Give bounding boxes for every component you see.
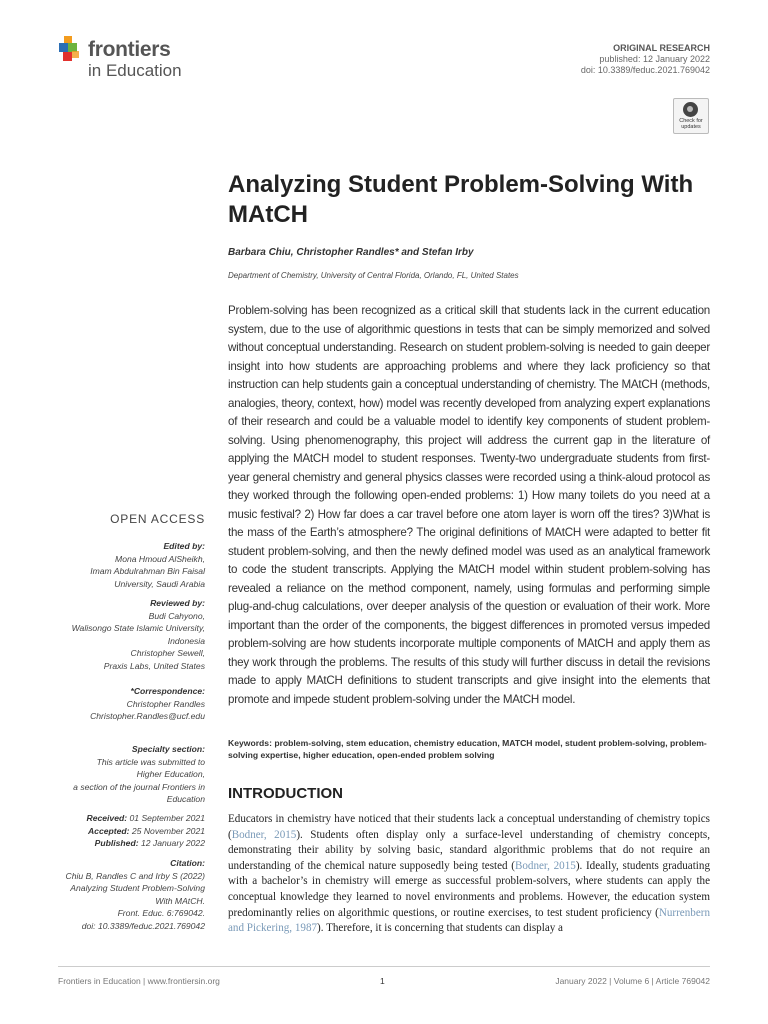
page-number: 1 — [380, 976, 385, 986]
article-type: ORIGINAL RESEARCH — [613, 43, 710, 53]
citation-text: Front. Educ. 6:769042. — [117, 908, 205, 918]
specialty-text: Education — [166, 794, 205, 804]
published-value: 12 January 2022 — [140, 838, 205, 848]
accepted-value: 25 November 2021 — [131, 825, 205, 836]
keywords — [228, 737, 710, 761]
published-date: published: 12 January 2022 — [599, 54, 710, 64]
specialty-text: This article was submitted to — [96, 756, 205, 767]
received-date — [50, 812, 205, 825]
journal-logo-name: frontiers — [88, 38, 171, 61]
check-updates-label: Check for updates — [679, 118, 703, 130]
reviewer-name: Christopher Sewell, — [130, 648, 205, 658]
citation-block — [50, 857, 205, 932]
correspondence-block — [50, 685, 205, 723]
received-value: 01 September 2021 — [129, 813, 205, 823]
frontiers-logo-icon — [58, 33, 88, 83]
citation-doi[interactable]: doi: 10.3389/feduc.2021.769042 — [81, 920, 205, 931]
introduction-paragraph — [228, 812, 710, 937]
reviewer-affiliation: Walisongo State Islamic University, — [71, 623, 205, 633]
article-title: Analyzing Student Problem-Solving With MAtCH — [228, 171, 694, 228]
doi[interactable]: doi: 10.3389/feduc.2021.769042 — [580, 65, 710, 75]
specialty-text: Higher Education, — [136, 769, 205, 779]
affiliation: Department of Chemistry, University of Central Florida, Orlando, FL, United States — [228, 271, 519, 280]
intro-text-3: ). Ideally, students graduating with a bachelor’s in chemistry will emerge as successful problem-solvers, where students can apply the conceptual knowledge they learned to novel environments and problems. However, the education system predominantly relies on algorithmic questions, or routine exercises, to test student proficiency ( — [228, 859, 710, 919]
specialty-text: a section of the journal Frontiers in — [73, 781, 205, 792]
editor-affiliation: University, Saudi Arabia — [114, 578, 205, 589]
citation-text: With MAtCH. — [155, 895, 205, 906]
edited-by-block — [50, 540, 205, 590]
reviewer-affiliation: Praxis Labs, United States — [103, 660, 205, 671]
footer-issue-info: January 2022 | Volume 6 | Article 769042 — [555, 976, 710, 986]
citation-text: Chiu B, Randles C and Irby S (2022) — [65, 870, 205, 881]
correspondence-label: *Correspondence: — [130, 686, 205, 696]
published-label: Published: — [94, 838, 139, 848]
intro-text-2: ). Students often display only a surface-level understanding of chemistry concepts, demonstrating their ability by solving basic, standard algorithmic problems that do not require an understanding of the chemical nature supposedly being tested ( — [228, 828, 710, 872]
bookmark-icon — [683, 102, 698, 117]
published-date-side — [50, 837, 205, 850]
accepted-date — [50, 825, 205, 838]
footer-journal-link[interactable]: Frontiers in Education | www.frontiersin.org — [58, 976, 220, 986]
accepted-label: Accepted: — [87, 825, 130, 836]
open-access-label: OPEN ACCESS — [110, 512, 205, 526]
reviewer-name: Budi Cahyono, — [148, 610, 205, 621]
keywords-list: problem-solving, stem education, chemistry education, MATCH model, student problem-solving, problem-solving expertise, higher education, open-ended problem solving — [228, 738, 707, 760]
check-for-updates-button[interactable] — [673, 98, 709, 134]
intro-text-1: Educators in chemistry have noticed that their students lack a conceptual understanding of chemistry topics ( — [228, 813, 710, 841]
citation-link[interactable]: Bodner, 2015 — [231, 828, 297, 841]
article-meta — [581, 43, 710, 76]
correspondence-email[interactable]: Christopher.Randles@ucf.edu — [90, 711, 205, 721]
reviewed-by-block — [50, 597, 205, 672]
received-label: Received: — [86, 813, 128, 823]
authors[interactable]: Barbara Chiu, Christopher Randles* and Stefan Irby — [228, 247, 474, 258]
specialty-section-block — [50, 743, 205, 806]
editor-name: Mona Hmoud AlSheikh, — [115, 553, 205, 564]
citation-label: Citation: — [170, 858, 205, 868]
reviewer-affiliation: Indonesia — [167, 635, 205, 646]
editor-affiliation: Imam Abdulrahman Bin Faisal — [90, 566, 205, 576]
correspondence-name: Christopher Randles — [126, 698, 205, 709]
abstract: Problem-solving has been recognized as a critical skill that students lack in the current education system, due to the use of algorithmic questions in tests that can be simply memorized and solved without conceptual understanding. Research on student problem-solving is needed to gain deeper insight into how students are approaching problems and where they lack proficiency so that instruction can help students gain a conceptual understanding of chemistry. The MAtCH (methods, analogies, theory, context, how) model was recently developed from analyzing expert explanations of their research and could be a valuable model to identify key components of student problem-solving. Using phenomenography, this project will address the current gap in the literature of applying the MAtCH model to student responses. Twenty-two undergraduate students from first-year general chemistry and general physics classes were recorded using a think-aloud protocol as they worked through the following open-ended problems: 1) How many toilets do you need at a music festival? 2) How far does a car travel before one atom layer is worn off the tires? 3)What is the mass of the Earth’s atmosphere? The original definitions of MAtCH were adapted to better fit student problem-solving, and then the newly defined model was used as an analytical framework to code the student transcripts. Applying the MAtCH model within student problem-solving has revealed a reliance on the method component, namely, using formulas and performing simple plug-and-chug calculations, over deeper analysis of the question or evaluation of their work. More important than the order of the components, the biggest differences in promoted versus impeded problem-solving are how students incorporate multiple components of MAtCH and apply them as they work through the problems. The results of this study will further discuss in detail the revisions made to apply MAtCH definitions to student transcripts and give insight into the elements that promote and impede student problem-solving under the MAtCH model. — [228, 304, 710, 706]
keywords-label: Keywords: — [228, 738, 272, 748]
journal-logo-subtitle: in Education — [88, 61, 182, 80]
footer-divider — [58, 966, 710, 967]
intro-text-4: ). Therefore, it is concerning that students can display a — [317, 922, 563, 935]
specialty-label: Specialty section: — [131, 744, 205, 754]
citation-link[interactable]: Nurrenbern and Pickering, 1987 — [228, 906, 710, 935]
edited-by-label: Edited by: — [163, 541, 205, 551]
reviewed-by-label: Reviewed by: — [150, 598, 205, 608]
citation-link[interactable]: Bodner, 2015 — [514, 859, 576, 872]
citation-text: Analyzing Student Problem-Solving — [70, 883, 205, 893]
dates-block — [50, 812, 205, 850]
section-heading-introduction: INTRODUCTION — [228, 785, 343, 802]
